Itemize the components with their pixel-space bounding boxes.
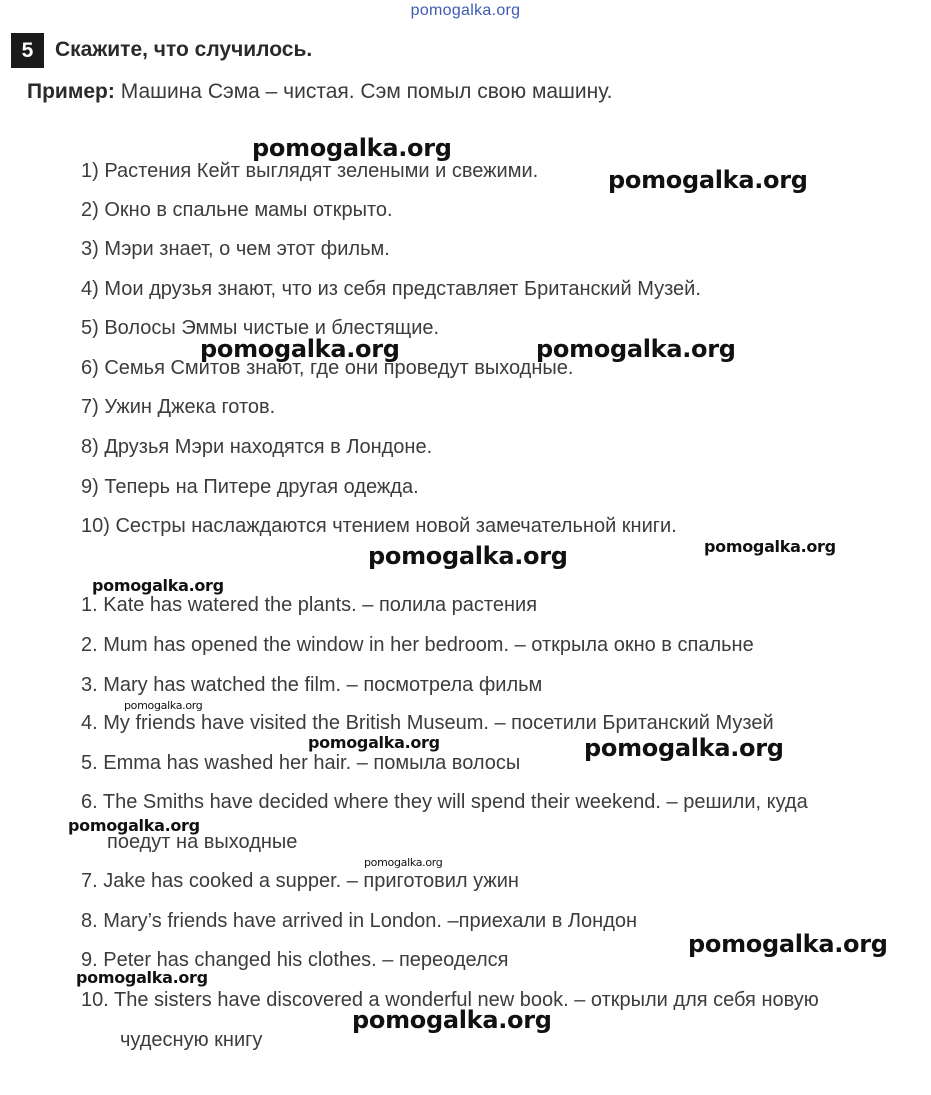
statement-6: 6) Семья Смитов знают, где они проведут выходные. [81,357,574,379]
example-line [27,80,612,104]
statement-9: 9) Теперь на Питере другая одежда. [81,476,419,498]
answer-10-continued: чудесную книгу [120,1029,263,1051]
answer-7: 7. Jake has cooked a supper. – приготовил ужин [81,870,519,892]
statement-7: 7) Ужин Джека готов. [81,396,276,418]
watermark: pomogalka.org [536,335,736,363]
watermark: pomogalka.org [584,734,784,762]
watermark: pomogalka.org [704,537,836,556]
statement-2: 2) Окно в спальне мамы открыто. [81,199,393,221]
statement-8: 8) Друзья Мэри находятся в Лондоне. [81,436,433,458]
answer-9: 9. Peter has changed his clothes. – переоделся [81,949,509,971]
statement-10: 10) Сестры наслаждаются чтением новой замечательной книги. [81,515,677,537]
watermark: pomogalka.org [352,1006,552,1034]
example-text: Машина Сэма – чистая. Сэм помыл свою машину. [120,80,613,103]
watermark: pomogalka.org [308,733,440,752]
watermark: pomogalka.org [252,134,452,162]
watermark: pomogalka.org [688,930,888,958]
watermark: pomogalka.org [76,968,208,987]
answer-8: 8. Mary’s friends have arrived in London. –приехали в Лондон [81,910,638,932]
watermark: pomogalka.org [68,816,200,835]
watermark: pomogalka.org [92,576,224,595]
site-header-link[interactable]: pomogalka.org [410,2,521,19]
answer-6: 6. The Smiths have decided where they will spend their weekend. – решили, куда [81,791,808,813]
watermark: pomogalka.org [124,699,203,712]
statement-1: 1) Растения Кейт выглядят зелеными и свежими. [81,160,539,182]
watermark: pomogalka.org [200,335,400,363]
task-number-badge: 5 [11,33,44,68]
example-label: Пример: [27,80,115,103]
answer-6-continued: поедут на выходные [107,831,298,853]
statement-4: 4) Мои друзья знают, что из себя представляет Британский Музей. [81,278,701,300]
answer-1: 1. Kate has watered the plants. – полила растения [81,594,538,616]
answer-2: 2. Mum has opened the window in her bedroom. – открыла окно в спальне [81,634,754,656]
answer-3: 3. Mary has watched the film. – посмотрела фильм [81,674,543,696]
statement-3: 3) Мэри знает, о чем этот фильм. [81,238,390,260]
statement-5: 5) Волосы Эммы чистые и блестящие. [81,317,440,339]
answer-10: 10. The sisters have discovered a wonderful new book. – открыли для себя новую [81,989,819,1011]
watermark: pomogalka.org [608,166,808,194]
task-title: Скажите, что случилось. [55,38,313,61]
answer-5: 5. Emma has washed her hair. – помыла волосы [81,752,521,774]
watermark: pomogalka.org [368,542,568,570]
answer-4: 4. My friends have visited the British Museum. – посетили Британский Музей [81,712,774,734]
watermark: pomogalka.org [364,856,443,869]
